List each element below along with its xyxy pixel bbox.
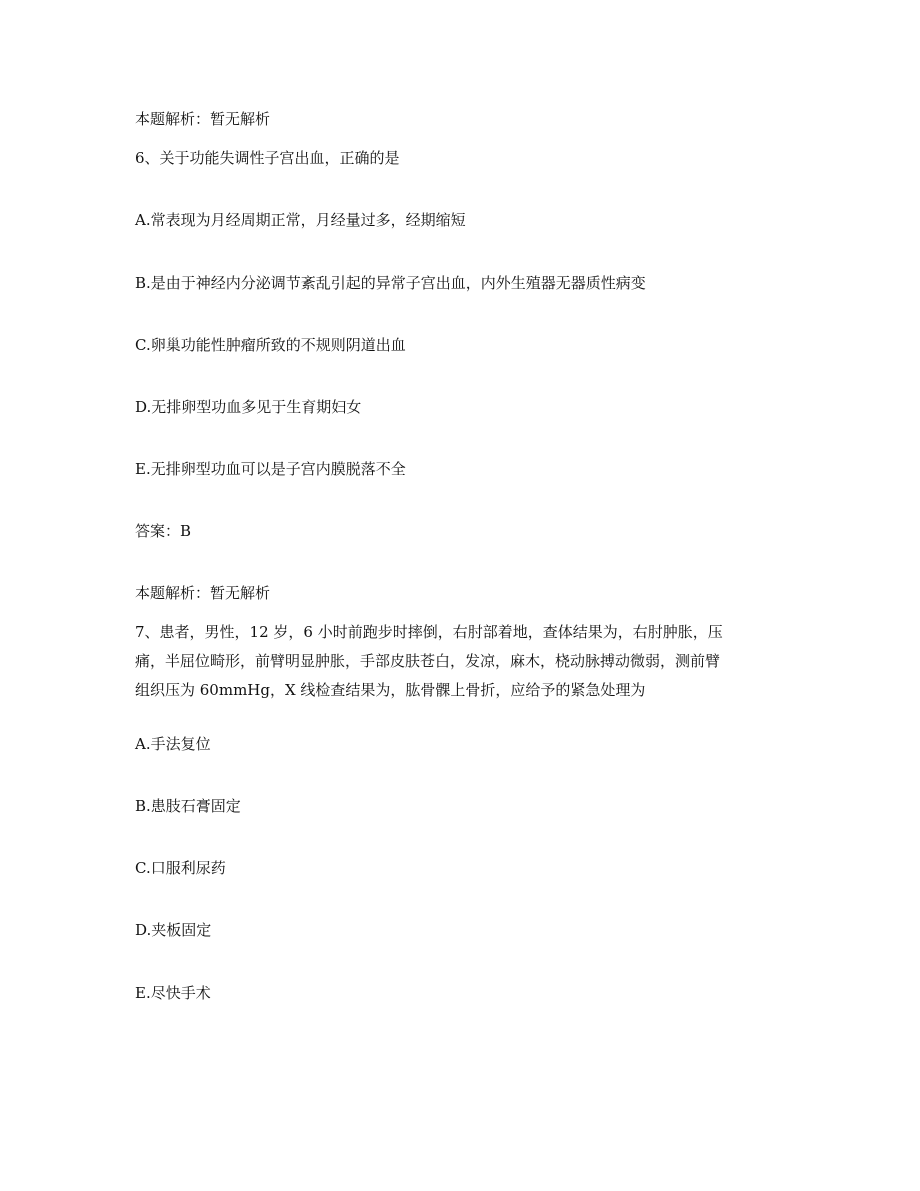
q7-option-c: C.口服利尿药 [135, 859, 226, 877]
q6-option-d: D.无排卵型功血多见于生育期妇女 [135, 398, 362, 416]
q6-option-e: E.无排卵型功血可以是子宫内膜脱落不全 [135, 460, 406, 478]
q6-option-a: A.常表现为月经周期正常，月经量过多，经期缩短 [135, 211, 466, 229]
analysis-top: 本题解析：暂无解析 [135, 110, 271, 128]
q7-option-b: B.患肢石膏固定 [135, 797, 241, 815]
q7-option-e: E.尽快手术 [135, 984, 211, 1002]
q7-option-d: D.夹板固定 [135, 921, 212, 939]
q7-stem-line-1: 7、患者，男性，12 岁，6 小时前跑步时摔倒，右肘部着地，查体结果为，右肘肿胀，压 [135, 623, 723, 641]
question-7-stem [135, 618, 785, 705]
q7-stem-line-2: 痛，半屈位畸形，前臂明显肿胀，手部皮肤苍白，发凉，麻木，桡动脉搏动微弱，测前臂 [135, 652, 721, 670]
q6-option-c: C.卵巢功能性肿瘤所致的不规则阴道出血 [135, 336, 406, 354]
question-6-stem: 6、关于功能失调性子宫出血，正确的是 [135, 149, 400, 167]
q6-option-b: B.是由于神经内分泌调节紊乱引起的异常子宫出血，内外生殖器无器质性病变 [135, 274, 646, 292]
q7-stem-line-3: 组织压为 60mmHg，X 线检查结果为，肱骨髁上骨折，应给予的紧急处理为 [135, 681, 646, 699]
q6-analysis: 本题解析：暂无解析 [135, 584, 271, 602]
q7-option-a: A.手法复位 [135, 735, 211, 753]
q6-answer: 答案：B [135, 522, 192, 540]
